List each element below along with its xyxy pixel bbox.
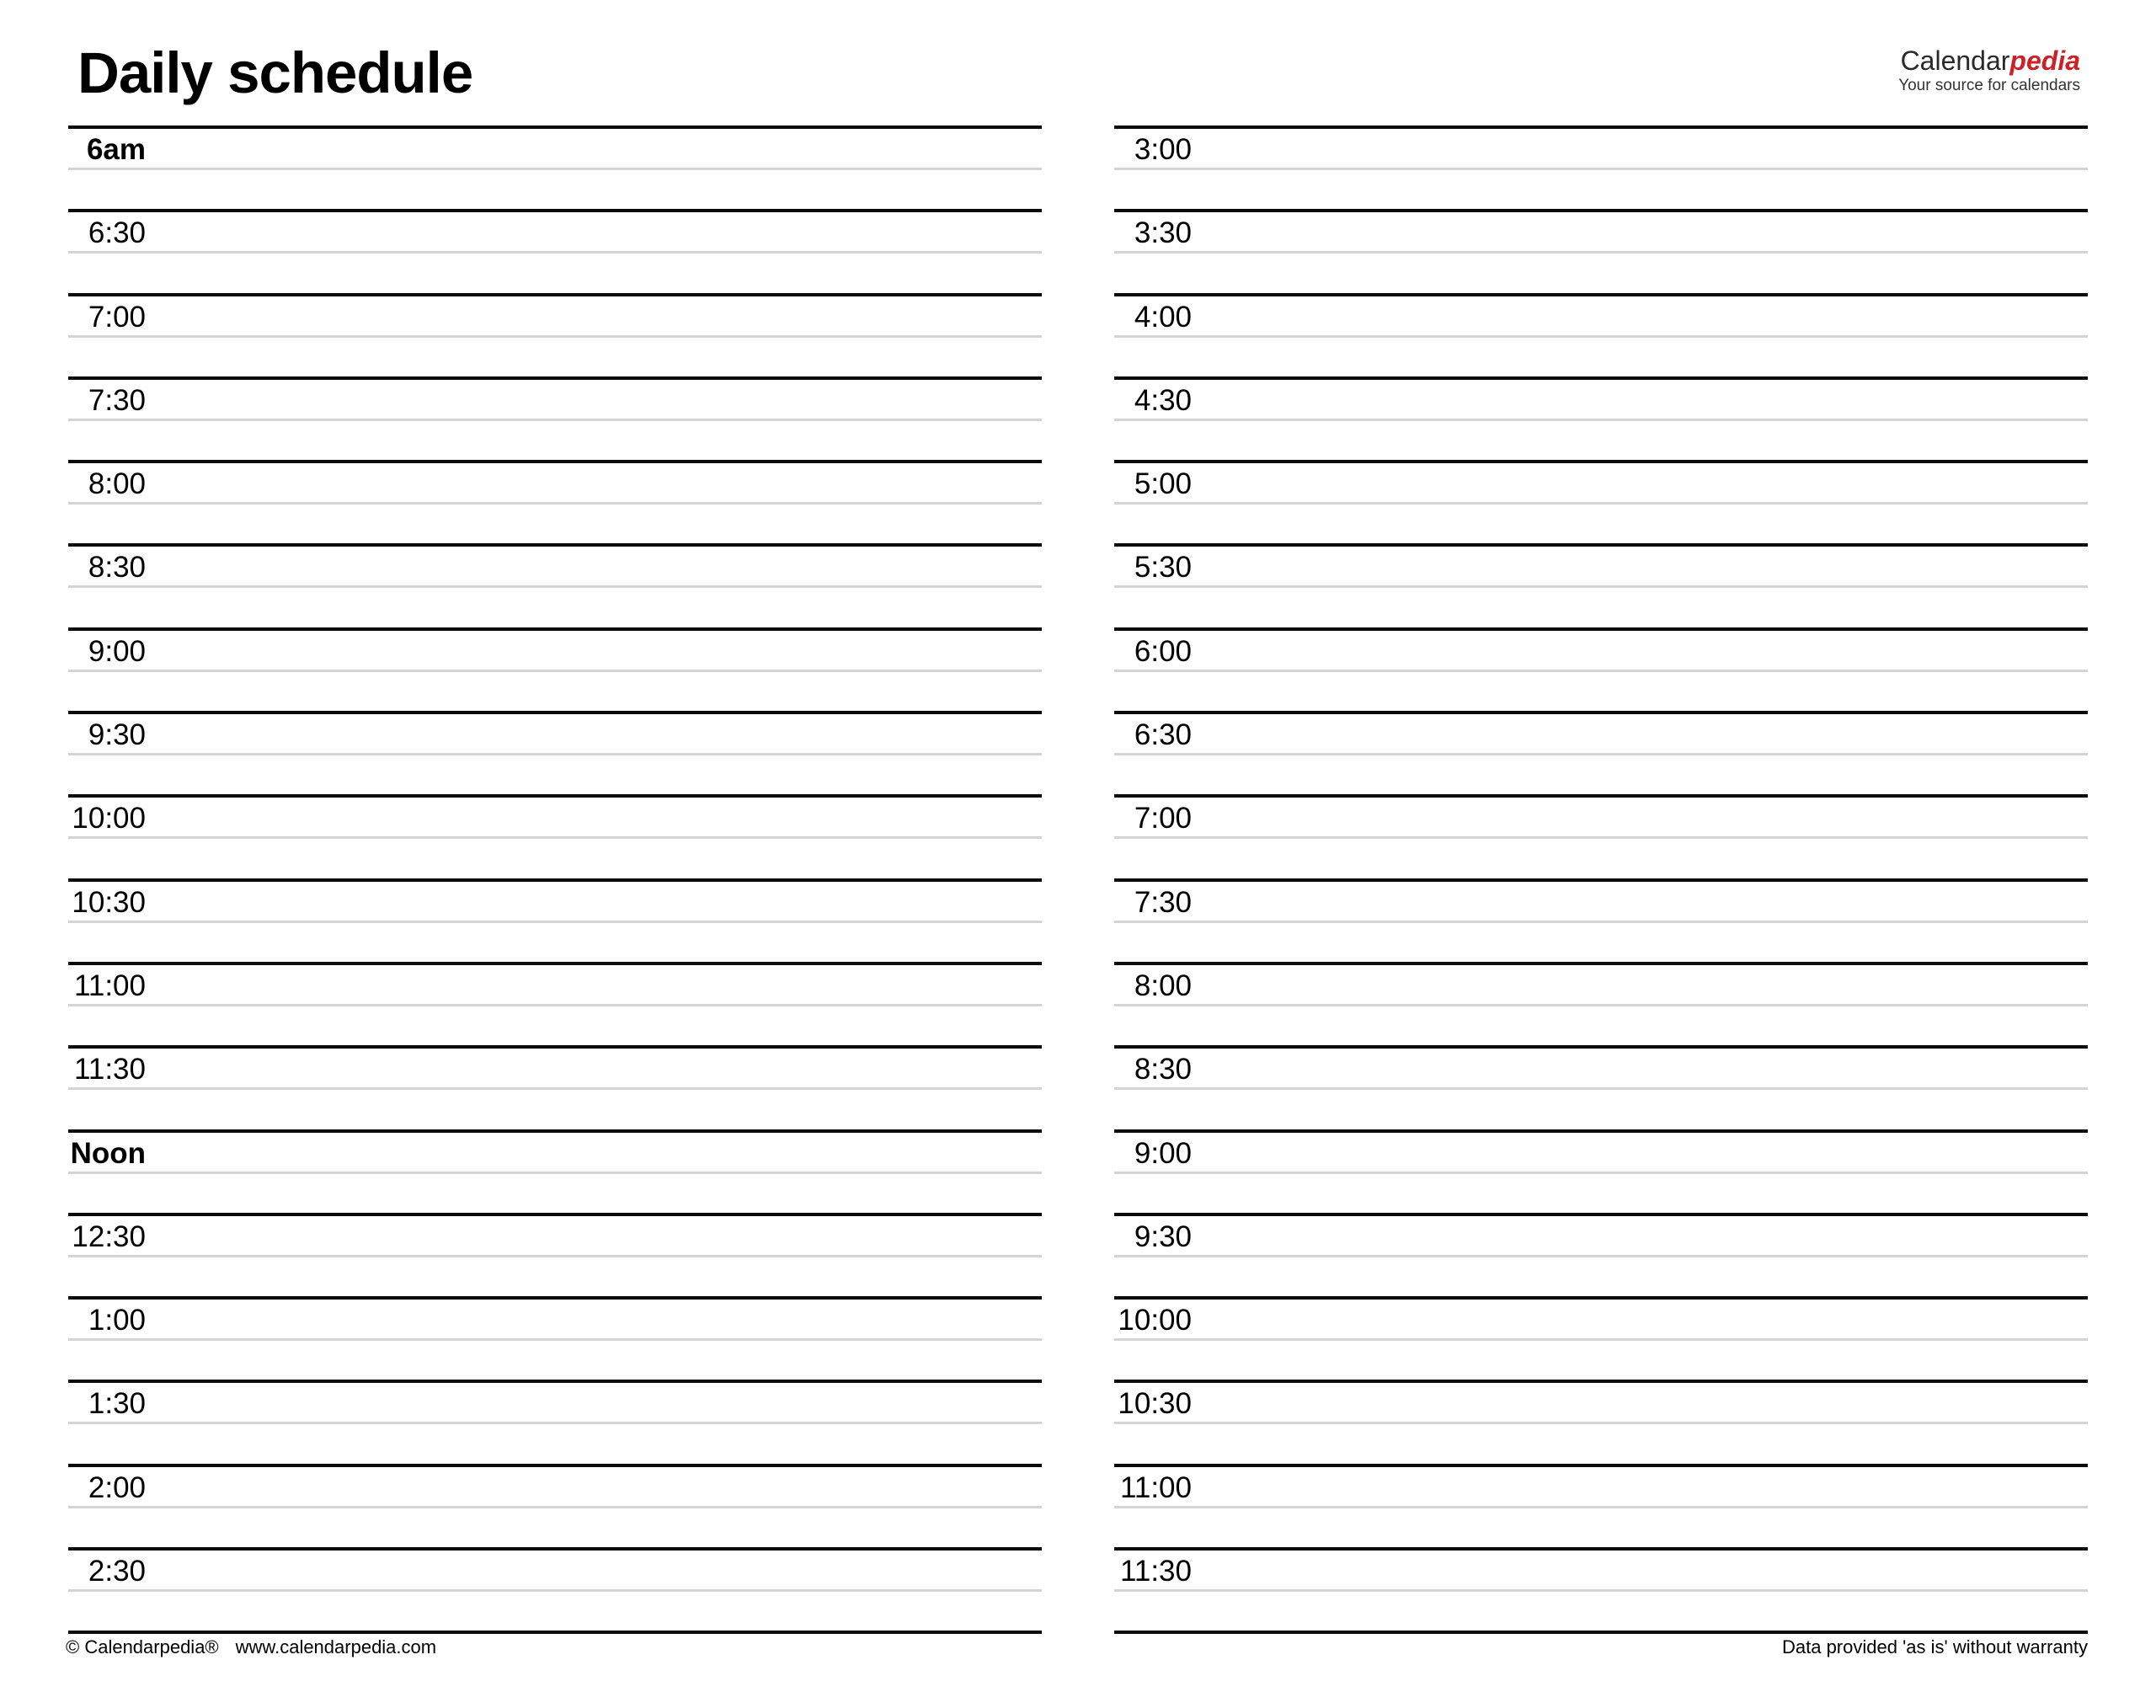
slot-top-rule	[68, 1380, 1042, 1383]
time-label: 10:00	[72, 802, 146, 835]
time-label: 11:30	[74, 1053, 146, 1086]
slot-writing-rule	[68, 1589, 1042, 1592]
slot-top-rule	[1114, 962, 2088, 965]
column-bottom-rule	[68, 1631, 1042, 1634]
slot-top-rule	[68, 543, 1042, 547]
slot-top-rule	[68, 711, 1042, 714]
time-label: 7:30	[1134, 885, 1192, 919]
slot-top-rule	[68, 209, 1042, 212]
time-slot-row	[1114, 1129, 2088, 1213]
time-slot-row	[68, 543, 1042, 627]
slot-writing-rule	[1114, 251, 2088, 254]
slot-top-rule	[1114, 460, 2088, 463]
copyright-text: © Calendarpedia®	[66, 1636, 219, 1657]
slot-top-rule	[68, 376, 1042, 380]
time-slot-row	[1114, 1045, 2088, 1129]
time-slot-row	[1114, 543, 2088, 627]
time-label: 10:00	[1118, 1304, 1192, 1337]
slot-top-rule	[68, 1129, 1042, 1133]
logo-wordmark	[1898, 47, 2080, 74]
slot-top-rule	[68, 1547, 1042, 1551]
time-slot-row	[68, 209, 1042, 292]
slot-writing-rule	[68, 419, 1042, 421]
slot-writing-rule	[1114, 335, 2088, 338]
page-title: Daily schedule	[77, 40, 473, 105]
slot-writing-rule	[68, 753, 1042, 755]
slot-writing-rule	[1114, 419, 2088, 421]
slot-top-rule	[68, 460, 1042, 463]
slot-writing-rule	[68, 1255, 1042, 1257]
slot-top-rule	[68, 293, 1042, 296]
time-label: Noon	[70, 1136, 146, 1170]
slot-top-rule	[68, 878, 1042, 882]
slot-top-rule	[68, 1464, 1042, 1467]
slot-top-rule	[68, 962, 1042, 965]
slot-top-rule	[68, 794, 1042, 798]
slot-top-rule	[1114, 794, 2088, 798]
slot-writing-rule	[1114, 1087, 2088, 1090]
slot-writing-rule	[68, 921, 1042, 923]
time-slot-row	[68, 125, 1042, 209]
time-slot-row	[1114, 711, 2088, 794]
logo-wordmark-black: Calendar	[1900, 45, 2010, 76]
schedule-column-afternoon	[1114, 125, 2088, 1634]
calendarpedia-logo	[1898, 47, 2080, 93]
time-slot-row	[68, 293, 1042, 376]
slot-top-rule	[1114, 1380, 2088, 1383]
time-label: 1:00	[88, 1304, 146, 1337]
time-slot-row	[68, 1129, 1042, 1213]
time-label: 11:00	[1120, 1470, 1192, 1504]
time-label: 6:30	[88, 216, 146, 250]
time-label: 3:00	[1134, 133, 1192, 166]
slot-writing-rule	[1114, 836, 2088, 839]
time-label: 10:30	[1118, 1387, 1192, 1421]
time-slot-row	[1114, 627, 2088, 711]
time-label: 9:30	[1134, 1220, 1192, 1253]
slot-writing-rule	[1114, 502, 2088, 504]
time-slot-row	[1114, 376, 2088, 460]
time-label: 3:30	[1134, 216, 1192, 250]
slot-top-rule	[68, 1045, 1042, 1049]
slot-top-rule	[1114, 543, 2088, 547]
slot-writing-rule	[68, 585, 1042, 588]
slot-writing-rule	[1114, 753, 2088, 755]
time-slot-row	[68, 1296, 1042, 1380]
slot-writing-rule	[1114, 1589, 2088, 1592]
time-label: 12:30	[72, 1220, 146, 1253]
time-label: 10:30	[72, 885, 146, 919]
logo-wordmark-red: pedia	[2009, 45, 2080, 76]
slot-writing-rule	[1114, 921, 2088, 923]
slot-writing-rule	[1114, 168, 2088, 170]
time-label: 9:30	[88, 718, 146, 752]
slot-writing-rule	[68, 1172, 1042, 1174]
slot-writing-rule	[68, 670, 1042, 672]
time-label: 8:00	[88, 467, 146, 501]
time-slot-row	[1114, 794, 2088, 878]
column-bottom-rule	[1114, 1631, 2088, 1634]
slot-top-rule	[1114, 711, 2088, 714]
time-label: 7:00	[1134, 802, 1192, 835]
slot-writing-rule	[1114, 1506, 2088, 1508]
time-slot-row	[1114, 962, 2088, 1045]
time-slot-row	[1114, 1464, 2088, 1547]
slot-writing-rule	[1114, 1255, 2088, 1257]
footer-copyright	[66, 1636, 436, 1658]
time-slot-row	[1114, 878, 2088, 962]
time-slot-row	[68, 1547, 1042, 1631]
time-label: 1:30	[88, 1387, 146, 1421]
footer-disclaimer: Data provided 'as is' without warranty	[1781, 1636, 2088, 1657]
time-slot-row	[68, 711, 1042, 794]
time-slot-row	[68, 962, 1042, 1045]
slot-top-rule	[1114, 1296, 2088, 1300]
time-label: 6am	[86, 133, 146, 166]
slot-writing-rule	[1114, 1422, 2088, 1424]
slot-top-rule	[1114, 1213, 2088, 1216]
slot-writing-rule	[1114, 585, 2088, 588]
slot-top-rule	[1114, 293, 2088, 296]
time-label: 8:00	[1134, 969, 1192, 1002]
slot-top-rule	[1114, 1547, 2088, 1551]
slot-top-rule	[68, 1213, 1042, 1216]
time-label: 2:00	[88, 1470, 146, 1504]
slot-writing-rule	[68, 1506, 1042, 1508]
slot-top-rule	[1114, 627, 2088, 631]
slot-writing-rule	[1114, 1172, 2088, 1174]
time-slot-row	[1114, 1547, 2088, 1631]
slot-writing-rule	[68, 836, 1042, 839]
logo-tagline: Your source for calendars	[1898, 77, 2080, 94]
slot-writing-rule	[68, 1422, 1042, 1424]
slot-top-rule	[68, 627, 1042, 631]
time-label: 9:00	[88, 634, 146, 668]
slot-writing-rule	[1114, 670, 2088, 672]
slot-writing-rule	[68, 168, 1042, 170]
time-slot-row	[1114, 1380, 2088, 1463]
slot-top-rule	[1114, 1464, 2088, 1467]
slot-writing-rule	[1114, 1338, 2088, 1341]
slot-top-rule	[1114, 1129, 2088, 1133]
schedule-column-morning	[68, 125, 1042, 1634]
time-slot-row	[68, 794, 1042, 878]
slot-top-rule	[1114, 125, 2088, 129]
slot-top-rule	[1114, 376, 2088, 380]
slot-writing-rule	[68, 1004, 1042, 1006]
time-label: 11:00	[74, 969, 146, 1002]
time-slot-row	[1114, 209, 2088, 292]
time-slot-row	[68, 1213, 1042, 1296]
time-label: 8:30	[88, 551, 146, 584]
time-slot-row	[68, 1464, 1042, 1547]
slot-top-rule	[1114, 209, 2088, 212]
slot-writing-rule	[68, 251, 1042, 254]
website-url: www.calendarpedia.com	[235, 1636, 437, 1657]
time-label: 7:00	[88, 300, 146, 334]
slot-writing-rule	[68, 335, 1042, 338]
time-slot-row	[1114, 1213, 2088, 1296]
slot-top-rule	[1114, 1045, 2088, 1049]
time-slot-row	[68, 627, 1042, 711]
time-slot-row	[68, 878, 1042, 962]
slot-writing-rule	[68, 1338, 1042, 1341]
time-label: 9:00	[1134, 1136, 1192, 1170]
slot-top-rule	[68, 125, 1042, 129]
slot-writing-rule	[68, 1087, 1042, 1090]
time-label: 8:30	[1134, 1053, 1192, 1086]
time-label: 4:30	[1134, 383, 1192, 417]
time-slot-row	[68, 1045, 1042, 1129]
time-label: 6:30	[1134, 718, 1192, 752]
time-label: 11:30	[1120, 1555, 1192, 1588]
time-label: 4:00	[1134, 300, 1192, 334]
time-slot-row	[68, 376, 1042, 460]
slot-writing-rule	[1114, 1004, 2088, 1006]
slot-top-rule	[68, 1296, 1042, 1300]
time-slot-row	[1114, 1296, 2088, 1380]
time-label: 6:00	[1134, 634, 1192, 668]
slot-top-rule	[1114, 878, 2088, 882]
slot-writing-rule	[68, 502, 1042, 504]
time-slot-row	[68, 1380, 1042, 1463]
time-slot-row	[68, 460, 1042, 543]
time-slot-row	[1114, 293, 2088, 376]
time-label: 2:30	[88, 1555, 146, 1588]
time-slot-row	[1114, 125, 2088, 209]
time-slot-row	[1114, 460, 2088, 543]
time-label: 5:30	[1134, 551, 1192, 584]
time-label: 7:30	[88, 383, 146, 417]
time-label: 5:00	[1134, 467, 1192, 501]
